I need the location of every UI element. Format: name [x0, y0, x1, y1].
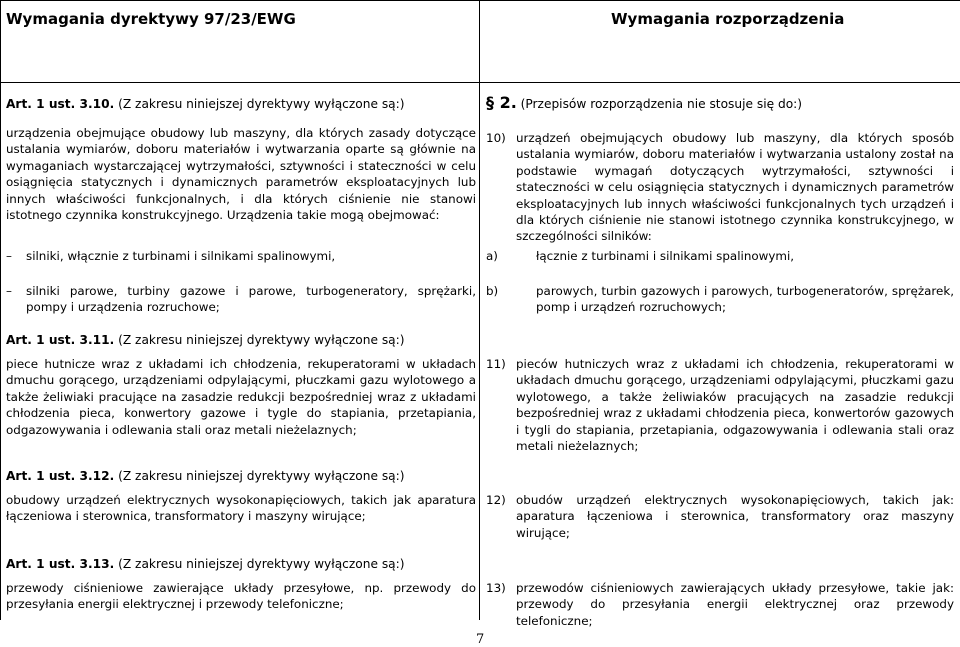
left-article-ref-3-10 — [6, 97, 405, 111]
right-section-ref — [486, 93, 803, 112]
item-number: 13) — [486, 581, 506, 595]
section-ref-note: (Przepisów rozporządzenia nie stosuje się do:) — [516, 97, 803, 111]
item-text: parowych, turbin gazowych i parowych, turbogeneratorów, sprężarek, pomp i urządzeń rozruchowych; — [536, 284, 954, 315]
page-number: 7 — [476, 632, 485, 647]
left-paragraph-3-13: przewody ciśnieniowe zawierające układy przesyłowe, np. przewody do przesyłania energii elektrycznej i przewody telefoniczne; — [6, 581, 476, 612]
article-ref-note: (Z zakresu niniejszej dyrektywy wyłączone są:) — [114, 469, 405, 483]
article-ref-bold: Art. 1 ust. 3.12. — [6, 469, 115, 483]
article-ref-note: (Z zakresu niniejszej dyrektywy wyłączone są:) — [114, 97, 405, 111]
article-ref-bold: Art. 1 ust. 3.11. — [6, 333, 115, 347]
right-column-header: Wymagania rozporządzenia — [611, 10, 845, 28]
header-row-border — [0, 82, 960, 83]
left-paragraph-3-10: urządzenia obejmujące obudowy lub maszyny, dla których zasady dotyczące ustalania wymiarów, doboru materiałów i wytwarzania oparte są głównie na wymaganiach wystarczającej wytrzymałości, sztywności i stateczności w celu osiągnięcia statycznych i dynamicznych parametrów eksploatacyjnych lub innych właściwości funkcjonalnych, i dla których ciśnienie nie stanowi istotnego czynnika konstrukcyjnego. Urządzenia takie mogą obejmować: — [6, 126, 476, 223]
item-text: łącznie z turbinami i silnikami spalinowymi, — [536, 249, 795, 263]
left-article-ref-3-11 — [6, 333, 405, 347]
right-item-b — [486, 283, 954, 317]
left-paragraph-3-12: obudowy urządzeń elektrycznych wysokonapięciowych, takich jak aparatura łączeniowa i sterownica, transformatory i maszyny wirujące; — [6, 493, 476, 524]
item-number: 12) — [486, 493, 506, 507]
article-ref-note: (Z zakresu niniejszej dyrektywy wyłączone są:) — [114, 557, 405, 571]
right-item-12 — [486, 492, 954, 542]
item-text: pieców hutniczych wraz z układami ich chłodzenia, rekuperatorami w układach dmuchu gorącego, urządzeniami odpylającymi, płuczkami gazu wylotowego, a także żeliwiaków pracujących na zasadzie redukcji bezpośredniej wraz z układami chłodzenia pieca, konwertorów gazowych i tygli do stapiania, przetapiania, odgazowywania i odlewania stali oraz metali nieżelaznych; — [516, 357, 954, 454]
left-paragraph-3-11: piece hutnicze wraz z układami ich chłodzenia, rekuperatorami w układach dmuchu gorącego, urządzeniami odpylającymi, płuczkami gazu wylotowego a także żeliwiaki pracujące na zasadzie redukcji bezpośredniej wraz z układami chłodzenia pieca, konwertory gazowe i tygle do stapiania, przetapiania, odgazowywania i odlewania stali oraz metali nieżelaznych; — [6, 357, 476, 437]
item-letter: a) — [486, 249, 498, 263]
section-ref-bold: § 2. — [486, 93, 517, 112]
article-ref-note: (Z zakresu niniejszej dyrektywy wyłączone są:) — [114, 333, 405, 347]
right-item-11 — [486, 356, 954, 452]
left-column-header: Wymagania dyrektywy 97/23/EWG — [6, 10, 296, 28]
dash-marker: – — [6, 284, 12, 298]
table-left-border — [0, 0, 1, 620]
column-divider — [479, 0, 480, 620]
item-text: przewodów ciśnieniowych zawierających układy przesyłowe, takie jak: przewody do przesyłania energii elektrycznej oraz przewody telefoniczne; — [516, 581, 954, 628]
left-dash-item-steam — [6, 283, 476, 317]
left-article-ref-3-13 — [6, 557, 405, 571]
item-number: 11) — [486, 357, 506, 371]
item-text: urządzeń obejmujących obudowy lub maszyny, dla których sposób ustalania wymiarów, doboru materiałów i wytwarzania ustalony został na podstawie wymagań dotyczących wytrzymałości, sztywności i stateczności w celu osiągnięcia statycznych i dynamicznych parametrów eksploatacyjnych lub innych właściwości funkcjonalnych tych urządzeń i dla których ciśnienie nie stanowi istotnego czynnika konstrukcyjnego, w szczególności silników: — [516, 131, 954, 244]
dash-item-text: silniki, włącznie z turbinami i silnikami spalinowymi, — [26, 249, 336, 263]
article-ref-bold: Art. 1 ust. 3.10. — [6, 97, 115, 111]
left-article-ref-3-12 — [6, 469, 405, 483]
table-top-border — [0, 0, 960, 1]
item-letter: b) — [486, 284, 499, 298]
item-number: 10) — [486, 131, 506, 145]
dash-marker: – — [6, 249, 12, 263]
dash-item-text: silniki parowe, turbiny gazowe i parowe, turbogeneratory, sprężarki, pompy i urządzenia rozruchowe; — [26, 284, 476, 315]
article-ref-bold: Art. 1 ust. 3.13. — [6, 557, 115, 571]
right-item-10 — [486, 130, 954, 244]
item-text: obudów urządzeń elektrycznych wysokonapięciowych, takich jak: aparatura łączeniowa i sterownica, transformatory oraz maszyny wirujące; — [516, 493, 954, 540]
right-item-13 — [486, 580, 954, 628]
